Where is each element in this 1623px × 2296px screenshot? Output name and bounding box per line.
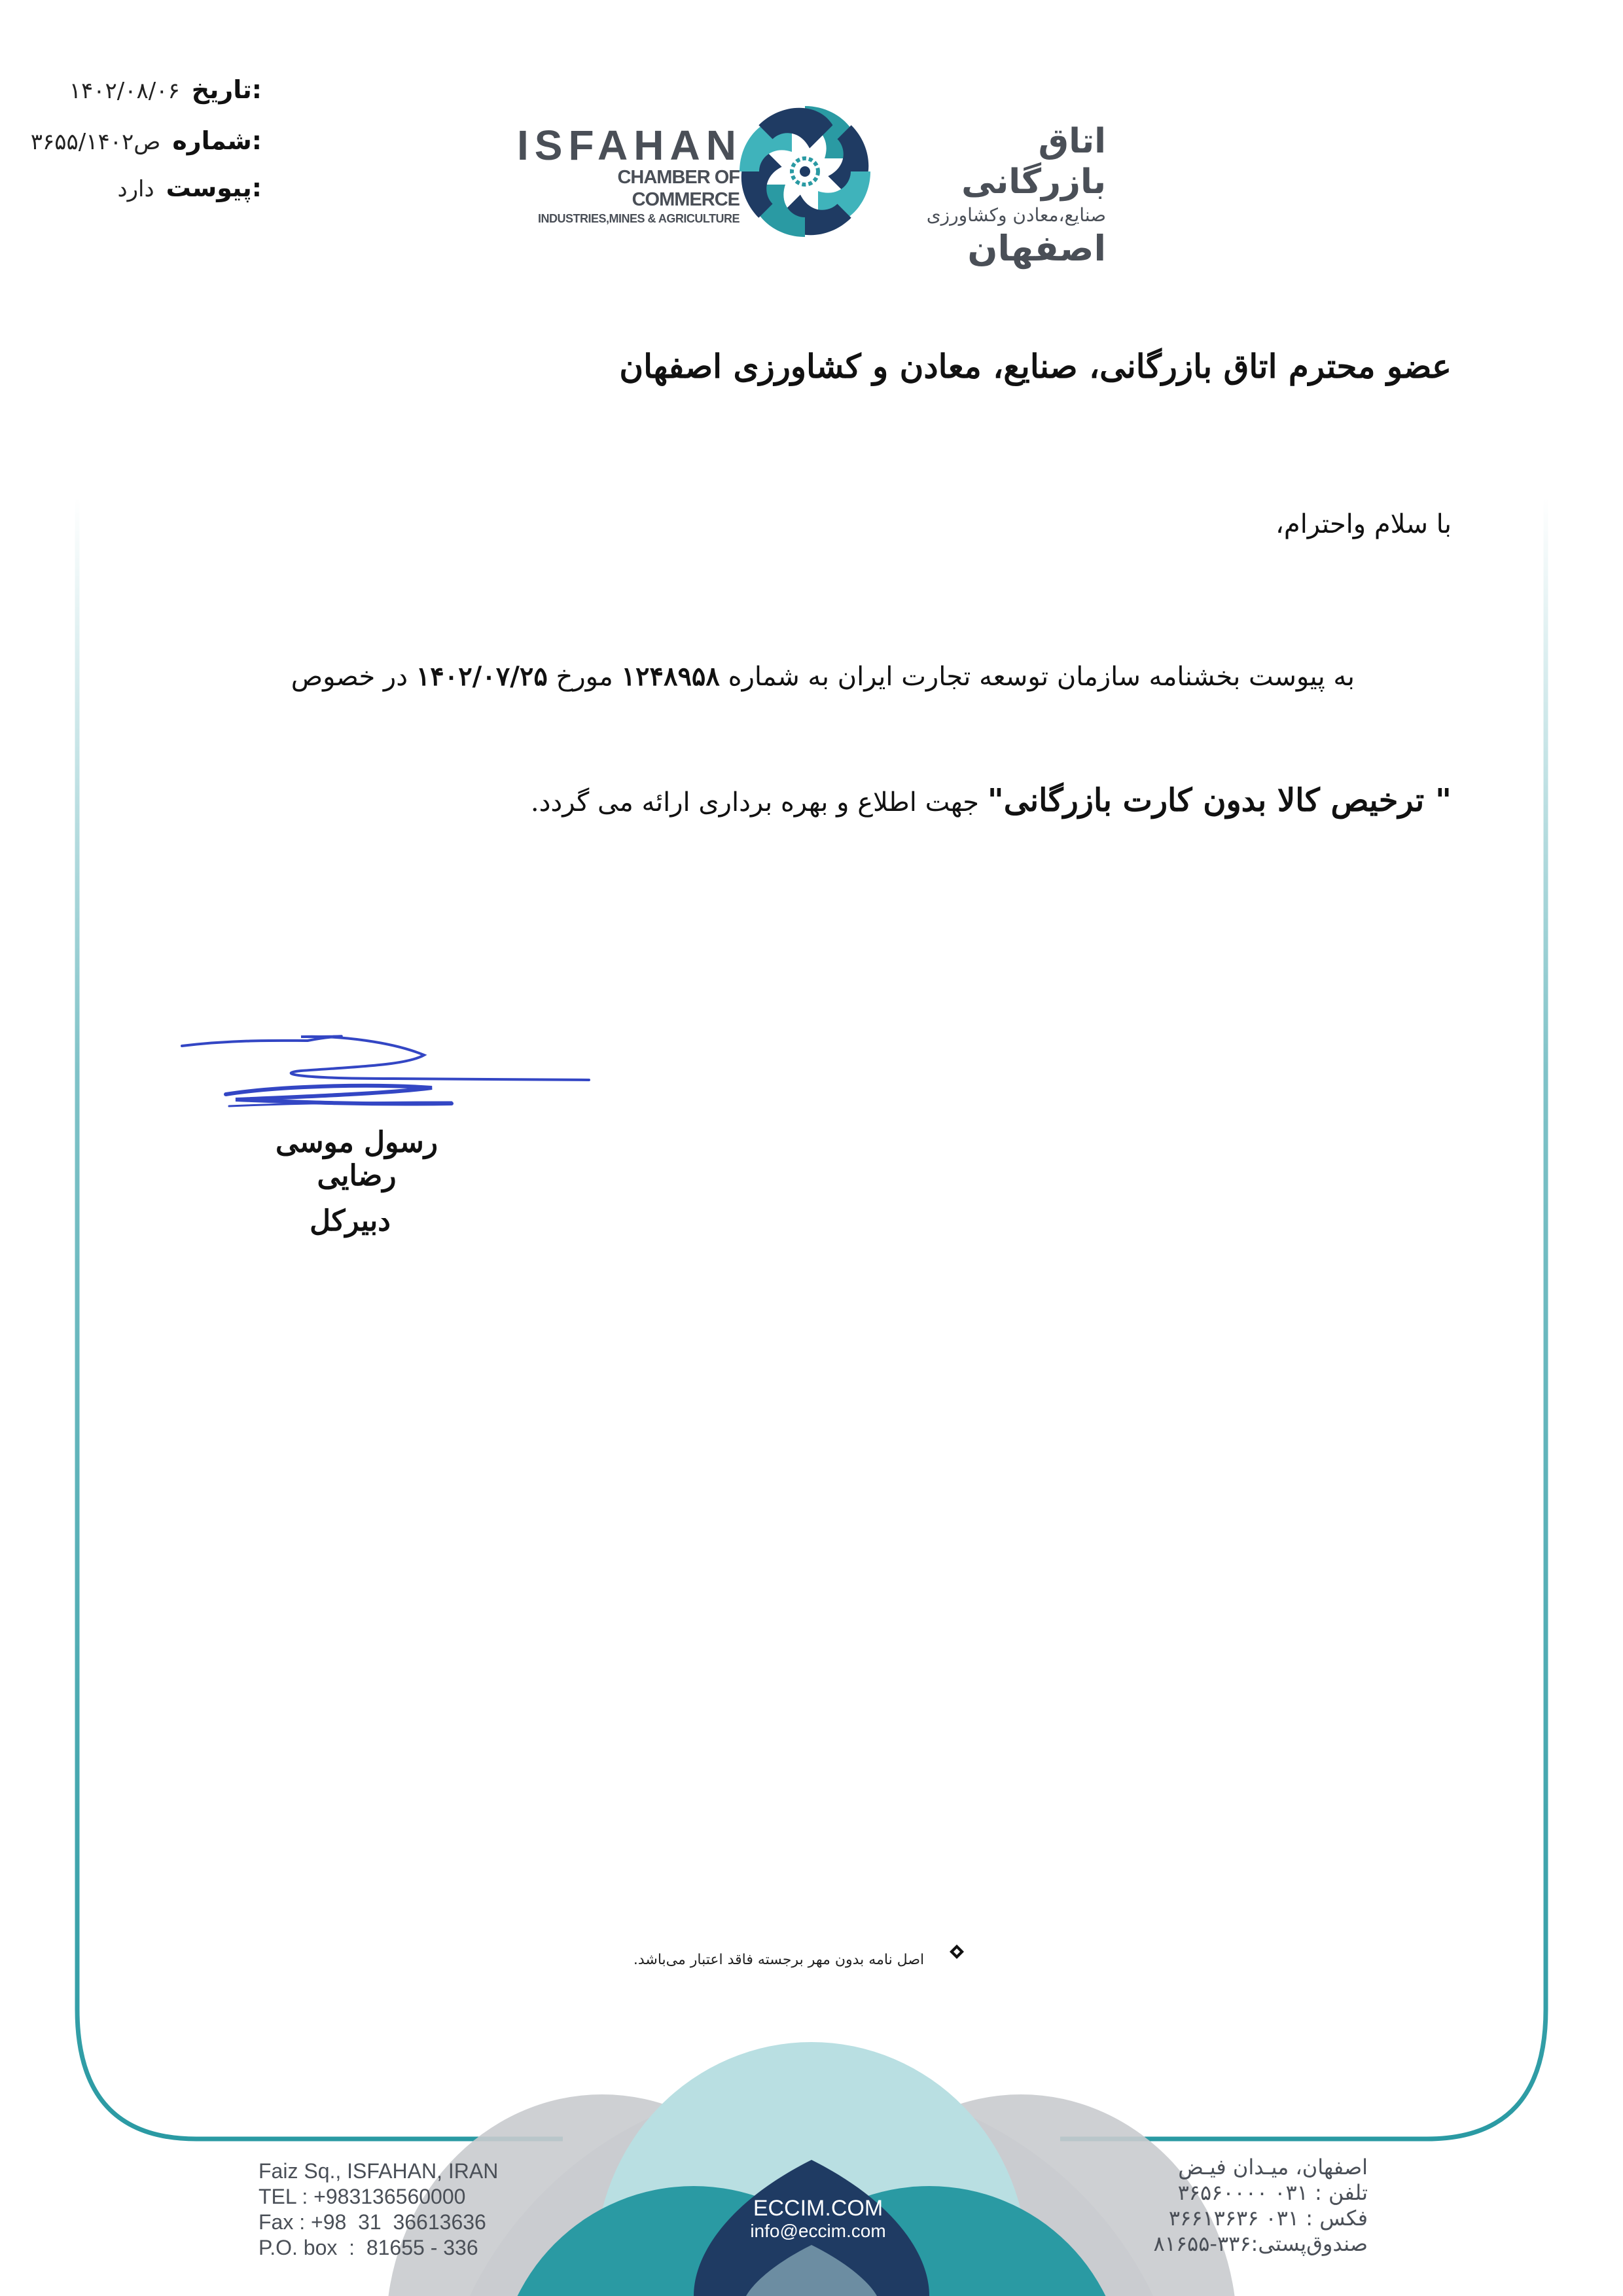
para1-text-a: به پیوست بخشنامه سازمان توسعه تجارت ایران به شماره: [728, 662, 1355, 692]
footer-web: [713, 2196, 923, 2242]
footer-address-fa: اصفهان، میـدان فیـض: [1178, 2155, 1368, 2179]
attachment-value: دارد: [117, 176, 154, 202]
logo-en-line3: INDUSTRIES,MINES & AGRICULTURE: [537, 212, 740, 225]
number-value: ۳۶۵۵/ص۱۴۰۲: [30, 129, 161, 155]
letter-greeting: با سلام واحترام،: [1275, 509, 1452, 539]
footer-contact-english: [259, 2159, 507, 2261]
footer-address-en: Faiz Sq., ISFAHAN, IRAN: [259, 2159, 499, 2183]
chamber-logo-english: [517, 124, 740, 226]
number-label: شماره:: [172, 126, 262, 155]
circular-date: ۱۴۰۲/۰۷/۲۵: [416, 661, 548, 692]
logo-en-line1: ISFAHAN: [517, 122, 742, 169]
para1-text-b: مورخ: [556, 662, 613, 692]
subject-title: " ترخیص کالا بدون کارت بازرگانی": [987, 782, 1452, 819]
date-label: تاریخ:: [191, 75, 262, 104]
letter-paragraph-2: [531, 782, 1452, 819]
footer-tel-en: TEL : +983136560000: [259, 2185, 466, 2208]
para2-text: جهت اطلاع و بهره برداری ارائه می گردد.: [530, 787, 980, 817]
footer-fax-en: Fax : +98 31 36613636: [259, 2210, 486, 2234]
footer-fax-fa: فکس : ۰۳۱ ۳۶۶۱۳۶۳۶: [1168, 2206, 1368, 2231]
letter-number: [26, 126, 262, 155]
footer-email-link[interactable]: info@eccim.com: [750, 2221, 886, 2241]
letter-attachment: [26, 173, 262, 202]
date-value: ۱۴۰۲/۰۸/۰۶: [69, 78, 180, 104]
chamber-logo-emblem: [721, 88, 889, 256]
para1-text-c: در خصوص: [291, 662, 408, 692]
footer-contact-persian: [1099, 2155, 1368, 2257]
letter-date: [26, 75, 262, 104]
letter-recipient: عضو محترم اتاق بازرگانی، صنایع، معادن و کشاورزی اصفهان: [619, 347, 1452, 386]
footer-pobox-en: P.O. box : 81655 - 336: [259, 2236, 478, 2259]
circular-number: ۱۲۴۸۹۵۸: [621, 661, 720, 692]
footer-tel-fa: تلفن : ۰۳۱ ۳۶۵۶۰۰۰۰: [1177, 2180, 1368, 2205]
letter-paragraph-1: [291, 661, 1355, 692]
logo-fa-line1: اتاق بازرگانی: [961, 122, 1106, 202]
chamber-logo-persian: [883, 121, 1106, 269]
signature-scribble: [182, 1036, 589, 1106]
validity-notice: اصل نامه بدون مهر برجسته فاقد اعتبار می‌باشد.: [633, 1952, 925, 1968]
footer-pobox-fa: صندوق‌پستی:۳۳۶-۸۱۶۵۵: [1153, 2231, 1368, 2256]
footer-website-link[interactable]: ECCIM.COM: [753, 2196, 883, 2221]
logo-fa-line3: اصفهان: [967, 228, 1106, 269]
logo-fa-line2: صنایع،معادن وکشاورزی: [926, 204, 1106, 226]
signatory-name: رسول موسی رضایی: [276, 1126, 438, 1193]
attachment-label: پیوست:: [166, 173, 262, 202]
signatory-title: دبیرکل: [310, 1204, 391, 1238]
logo-en-line2: CHAMBER OF COMMERCE: [617, 167, 740, 210]
